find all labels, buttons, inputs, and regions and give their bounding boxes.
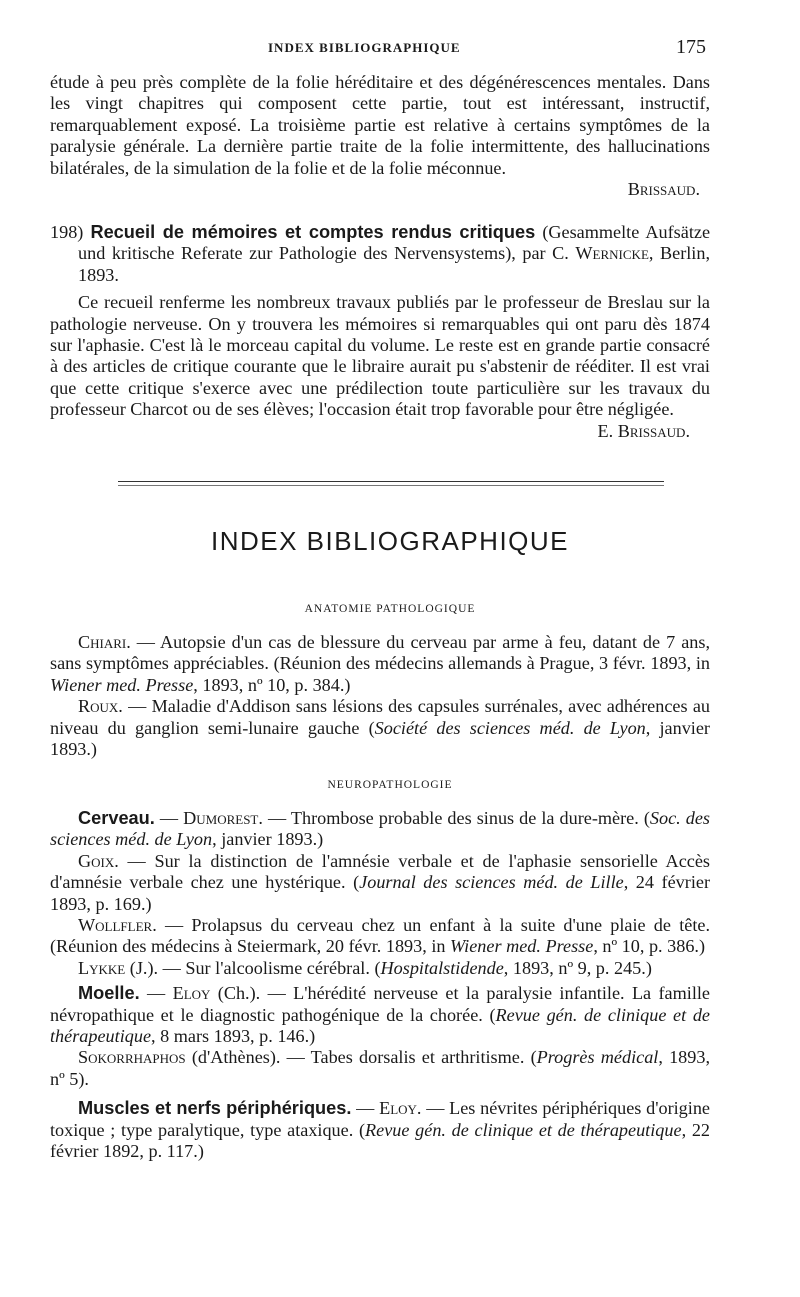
- journal-title: Hospitalstidende: [380, 957, 504, 978]
- citation-part: , Berlin, 1893.: [78, 243, 710, 285]
- entry-text: , janvier 1893.): [50, 717, 710, 760]
- journal-title: Soc. des sciences méd. de Lyon: [50, 808, 710, 850]
- journal-title: Journal des sciences méd. de Lille: [359, 872, 624, 893]
- neuro-heading: NEUROPATHOLOGIE: [327, 779, 453, 791]
- journal-title: Revue gén. de clinique et de thérapeutique: [50, 1004, 710, 1047]
- author-name: Sokorrhaphos: [78, 1047, 186, 1068]
- journal-title: Revue gén. de clinique et de thérapeutique: [365, 1119, 682, 1140]
- review-198-signature: E. Brissaud.: [597, 420, 690, 441]
- index-entry: [50, 851, 710, 915]
- entry-text: , 24 février 1893, p. 169.): [50, 872, 710, 914]
- entry-text: , 1893, nº 10, p. 384.): [193, 674, 351, 695]
- review-198-citation: [50, 222, 710, 286]
- journal-title: Wiener med. Presse: [50, 674, 194, 695]
- review-197-text: [50, 72, 710, 200]
- author-name: Roux.: [78, 696, 123, 717]
- index-entry: [50, 696, 710, 760]
- review-197-signature: Brissaud.: [627, 179, 700, 200]
- author-name: Wollfler.: [78, 915, 157, 936]
- journal-title: Wiener med. Presse: [450, 936, 594, 957]
- entry-text: — Les névrites périphériques d'origine toxique ; type paralytique, type ataxique. (: [50, 1098, 710, 1140]
- citation-part: (Gesammelte Aufsätze und kritische Referate zur Pathologie des Nervensystems), par C.: [78, 222, 711, 264]
- entry-text: (Ch.). — L'hérédité nerveuse et la paralysie infantile. La famille névropathique et le diagnostic pathogénique de la chorée. (: [50, 983, 710, 1025]
- review-number: 198): [50, 222, 84, 242]
- index-title: INDEX BIBLIOGRAPHIQUE: [210, 526, 570, 556]
- entry-text: , 8 mars 1893, p. 146.): [151, 1026, 316, 1047]
- running-head: INDEX BIBLIOGRAPHIQUE: [268, 40, 461, 55]
- index-entry: [50, 915, 710, 958]
- index-entry: [50, 632, 710, 696]
- author-name: Dumorest.: [183, 808, 263, 828]
- index-entry: [50, 958, 710, 979]
- entry-text: — Autopsie d'un cas de blessure du cerveau par arme à feu, datant de 7 ans, sans symptômes appréciables. (Réunion des médecins allemands à Prague, 3 févr. 1893, in: [50, 632, 710, 674]
- entry-text: , nº 10, p. 386.): [593, 936, 706, 957]
- author-name: Eloy: [172, 983, 211, 1004]
- review-198: [50, 222, 710, 442]
- anatomie-entries: [50, 632, 710, 760]
- entry-text: (J.). — Sur l'alcoolisme cérébral. (: [125, 957, 381, 978]
- subject-label: Cerveau.: [78, 808, 155, 828]
- author-name: Lykke: [78, 957, 126, 978]
- subject-label: Moelle.: [78, 983, 140, 1004]
- entry-text: , janvier 1893.): [212, 829, 324, 850]
- review-198-paragraph: Ce recueil renferme les nombreux travaux publiés par le professeur de Breslau sur la pathologie nerveuse. On y trouvera les mémoires si remarquables qui ont paru dès 1874 sur l'aphasie. C'est là le morceau capital du volume. Le reste est en grande partie consacré à des articles de critique courante que le libraire aurait pu s'abstenir de rééditer. Il est vrai que cette critique s'exerce avec une prédilection toute particulière sur les travaux du professeur Charcot ou de ses élèves; l'occasion était trop favorable pour être négligée.: [50, 292, 710, 420]
- entry-text: , 1893, nº 5).: [50, 1047, 710, 1089]
- author-name: Chiari.: [78, 632, 131, 652]
- divider-rule: [118, 481, 664, 482]
- index-entry: Cerveau. — Dumorest. — Thrombose probable des sinus de la dure-mère. (Soc. des sciences méd. de Lyon, janvier 1893.): [50, 808, 710, 850]
- entry-text: — Thrombose probable des sinus de la dure-mère. (: [262, 808, 650, 828]
- author-name: Wernicke: [575, 243, 649, 264]
- neuro-entries: [50, 808, 710, 1163]
- entry-text: — Maladie d'Addison sans lésions des capsules surrénales, avec adhérences au niveau du ganglion semi-lunaire gauche (: [50, 696, 710, 738]
- entry-text: — Prolapsus du cerveau chez un enfant à la suite d'une plaie de tête. (Réunion des médecins à Steiermark, 20 févr. 1893, in: [50, 915, 710, 957]
- entry-text: , 22 février 1892, p. 117.): [50, 1119, 711, 1162]
- entry-text: — Sur la distinction de l'amnésie verbale et de l'aphasie sensorielle Accès d'amnésie verbale chez une hystérique. (: [50, 850, 710, 893]
- subject-label: Muscles et nerfs périphériques.: [78, 1098, 352, 1119]
- author-name: Goix.: [78, 850, 119, 871]
- page-number: 175: [676, 36, 706, 58]
- index-entry: Muscles et nerfs périphériques. — Eloy. — Les névrites périphériques d'origine toxique ; type paralytique, type ataxique. (Revue gén. de clinique et de thérapeutique, 22 février 1892, p. 117.): [50, 1098, 711, 1162]
- divider-rule: [118, 485, 664, 486]
- author-name: Eloy.: [379, 1098, 422, 1119]
- review-197-paragraph: étude à peu près complète de la folie héréditaire et des dégénérescences mentales. Dans les vingt chapitres qui composent cette partie, tout est intéressant, instructif, remarquablement exposé. La troisième partie est relative à certains symptômes de la paralysie générale. La dernière partie traite de la folie intermittente, des hallucinations bilatérales, de la simulation de la folie et de la folie méconnue.: [50, 72, 710, 178]
- index-entry: Moelle. — Eloy (Ch.). — L'hérédité nerveuse et la paralysie infantile. La famille névropathique et le diagnostic pathogénique de la chorée. (Revue gén. de clinique et de thérapeutique, 8 mars 1893, p. 146.): [50, 983, 710, 1047]
- entry-text: , 1893, nº 9, p. 245.): [503, 957, 652, 978]
- journal-title: Société des sciences méd. de Lyon: [374, 717, 646, 738]
- entry-text: (d'Athènes). — Tabes dorsalis et arthritisme. (: [185, 1047, 537, 1068]
- index-entry: [50, 1047, 710, 1090]
- review-title: Recueil de mémoires et comptes rendus critiques: [90, 222, 536, 242]
- anatomie-heading: ANATOMIE PATHOLOGIQUE: [304, 603, 476, 615]
- journal-title: Progrès médical: [536, 1047, 659, 1068]
